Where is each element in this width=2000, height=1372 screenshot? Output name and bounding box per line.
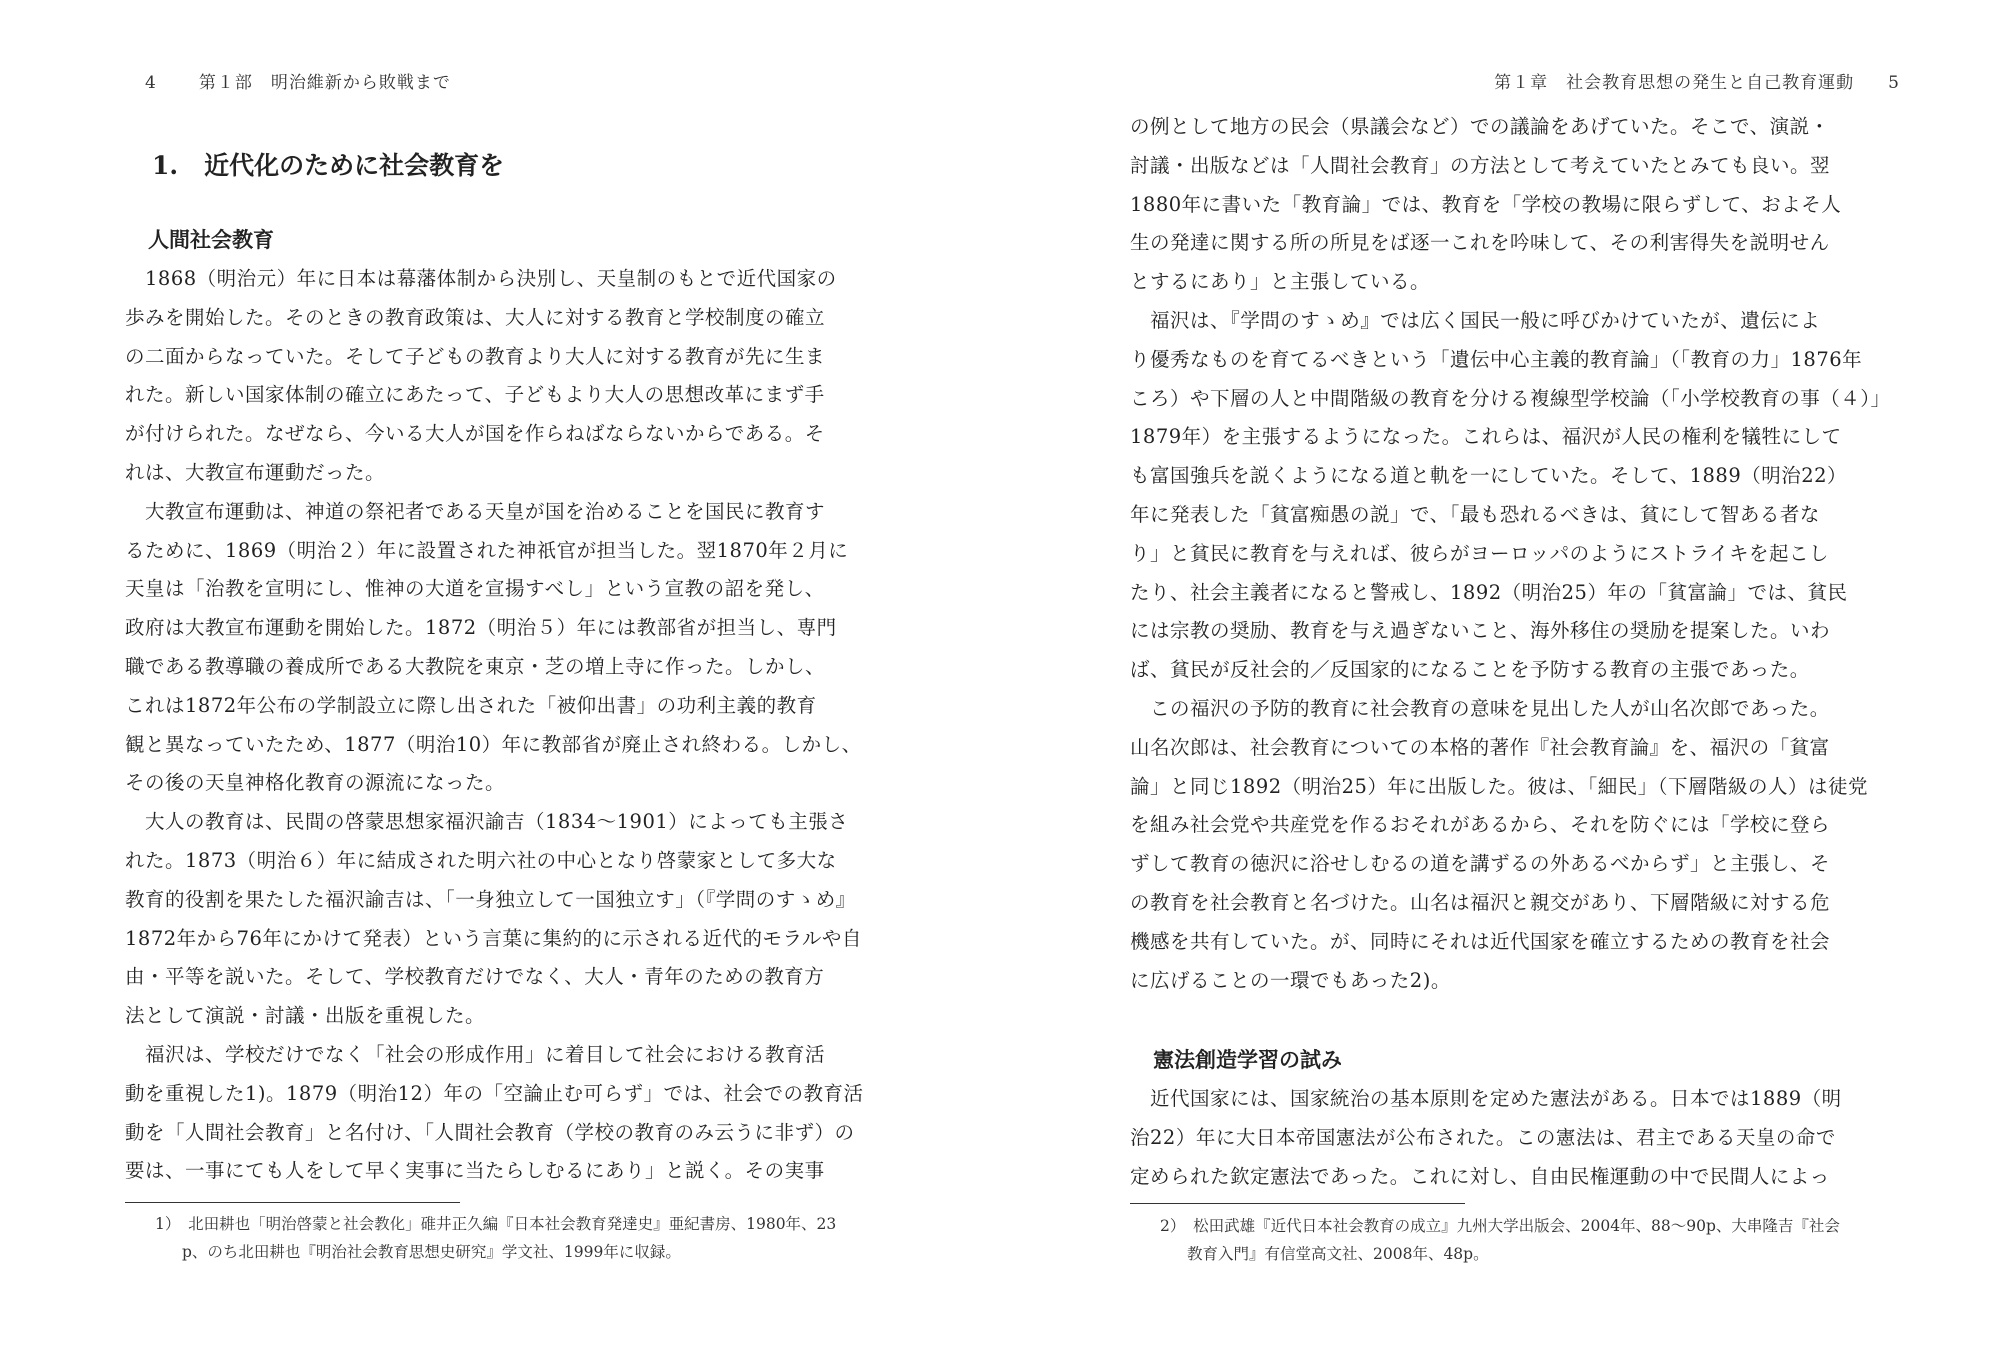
text-line: 教育的役割を果たした福沢諭吉は、「一身独立して一国独立す」（『学問のすゝめ』 [125,887,856,911]
footnote-line: p、のち北田耕也『明治社会教育思想史研究』学文社、1999年に収録。 [182,1243,681,1261]
text-line: り優秀なものを育てるべきという「遺伝中心主義的教育論」（「教育の力」1876年 [1130,347,1863,371]
text-line: れは、大教宣布運動だった。 [125,460,386,484]
text-line: 討議・出版などは「人間社会教育」の方法として考えていたとみても良い。翌 [1130,153,1831,177]
text-line: り」と貧民に教育を与えれば、彼らがヨーロッパのようにストライキを起こし [1130,541,1830,565]
right-page-content [1130,108,1900,1197]
text-line: るために、1869（明治２）年に設置された神祇官が担当した。翌1870年２月に [125,538,849,562]
text-line: 動を重視した1)。1879（明治12）年の「空論止む可らず」では、社会での教育活 [125,1081,864,1105]
text-line: を組み社会党や共産党を作るおそれがあるから、それを防ぐには「学校に登ら [1130,813,1831,837]
text-line: 定められた欽定憲法であった。これに対し、自由民権運動の中で民間人によっ [1130,1164,1830,1188]
left-running-head [125,68,910,93]
text-line: 1868（明治元）年に日本は幕藩体制から決別し、天皇制のもとで近代国家の [145,267,837,290]
left-running-head-text: 第１部 明治維新から敗戦まで [198,73,451,93]
text-line: 福沢は、学校だけでなく「社会の形成作用」に着目して社会における教育活 [145,1042,826,1066]
text-line: 由・平等を説いた。そして、学校教育だけでなく、大人・青年のための教育方 [125,965,825,989]
text-line: の教育を社会教育と名づけた。山名は福沢と親交があり、下層階級に対する危 [1130,890,1831,914]
right-running-head [1130,68,1900,93]
text-line: ころ）や下層の人と中間階級の教育を分ける複線型学校論（「小学校教育の事（４）」 [1130,386,1891,410]
text-line: も富国強兵を説くようになる道と軌を一にしていた。そして、1889（明治22） [1130,464,1848,488]
right-body-text [1130,108,1900,1000]
text-line: その後の天皇神格化教育の源流になった。 [125,771,506,795]
section-title-kenpo-sozo: 憲法創造学習の試み [1153,1047,1342,1073]
right-body-text-after [1130,1080,1900,1196]
chapter-title [152,148,910,220]
text-line: 職である教導職の養成所である大教院を東京・芝の増上寺に作った。しかし、 [125,654,826,678]
text-line: 治22）年に大日本帝国憲法が公布された。この憲法は、君主である天皇の命で [1130,1126,1836,1150]
text-line: 年に発表した「貧富痴愚の説」で、「最も恐れるべきは、貧にして智ある者な [1130,502,1820,526]
text-line: 1872年から76年にかけて発表）という言葉に集約的に示される近代的モラルや自 [125,926,862,950]
text-line: が付けられた。なぜなら、今いる大人が国を作らねばならないからである。そ [125,422,825,446]
section-gap [1130,1000,1900,1040]
text-line: の二面からなっていた。そして子どもの教育より大人に対する教育が先に生ま [125,344,826,368]
text-line: れた。新しい国家体制の確立にあたって、子どもより大人の思想改革にまず手 [125,383,825,407]
text-line: に広げることの一環でもあった2)。 [1130,968,1451,992]
text-line: 政府は大教宣布運動を開始した。1872（明治５）年には教部省が担当し、専門 [125,616,837,640]
left-footnote-rule [125,1202,460,1203]
text-line: 天皇は「治教を宣明にし、惟神の大道を宣揚すべし」という宣教の詔を発し、 [125,577,825,601]
text-line: 要は、一事にても人をして早く実事に当たらしむるにあり」と説く。その実事 [125,1159,825,1183]
text-line: 1880年に書いた「教育論」では、教育を「学校の教場に限らずして、およそ人 [1130,192,1842,216]
left-page [125,0,910,1372]
text-line: これは1872年公布の学制設立に際し出された「被仰出書」の功利主義的教育 [125,693,817,717]
text-line: 福沢は、『学問のすゝめ』では広く国民一般に呼びかけていたが、遺伝によ [1150,308,1821,332]
left-footnotes [125,1210,910,1266]
text-line: とするにあり」と主張している。 [1130,270,1431,294]
left-page-number: 4 [145,73,157,93]
section-title-ningen-shakai-kyoiku: 人間社会教育 [148,227,274,252]
right-page [1130,0,1900,1372]
left-body-text [125,260,910,1191]
text-line: ば、貧民が反社会的／反国家的になることを予防する教育の主張であった。 [1130,658,1810,682]
text-line: 山名次郎は、社会教育についての本格的著作『社会教育論』を、福沢の「貧富 [1130,735,1830,759]
text-line: 大教宣布運動は、神道の祭祀者である天皇が国を治めることを国民に教育す [145,499,826,523]
text-line: 近代国家には、国家統治の基本原則を定めた憲法がある。日本では1889（明 [1150,1087,1842,1111]
text-line: れた。1873（明治６）年に結成された明六社の中心となり啓蒙家として多大な [125,848,837,872]
right-footnote-rule [1130,1203,1465,1204]
text-line: には宗教の奨励、教育を与え過ぎないこと、海外移住の奨励を提案した。いわ [1130,619,1831,643]
text-line: 法として演説・討議・出版を重視した。 [125,1004,486,1028]
chapter-title-text: 近代化のために社会教育を [204,151,505,180]
text-line: 生の発達に関する所の所見をば逐一これを吟味して、その利害得失を説明せん [1130,231,1830,255]
footnote-line: 1） 北田耕也「明治啓蒙と社会教化」碓井正久編『日本社会教育発達史』亜紀書房、1980年、23 [155,1215,837,1233]
text-line: の例として地方の民会（県議会など）での議論をあげていた。そこで、演説・ [1130,115,1830,138]
chapter-number: 1. [152,151,179,180]
right-page-number: 5 [1888,73,1900,93]
footnote-line: 教育入門』有信堂高文社、2008年、48p。 [1187,1245,1489,1263]
footnote-line: 2） 松田武雄『近代日本社会教育の成立』九州大学出版会、2004年、88〜90p、大串隆吉『社会 [1160,1217,1840,1235]
text-line: たり、社会主義者になると警戒し、1892（明治25）年の「貧富論」では、貧民 [1130,580,1848,604]
text-line: ずして教育の徳沢に浴せしむるの道を講ずるの外あるべからず」と主張し、そ [1130,852,1831,876]
right-running-head-text: 第１章 社会教育思想の発生と自己教育運動 [1494,73,1855,93]
text-line: 大人の教育は、民間の啓蒙思想家福沢諭吉（1834〜1901）によっても主張さ [145,810,849,834]
text-line: 機感を共有していた。が、同時にそれは近代国家を確立するための教育を社会 [1130,929,1831,953]
text-line: 1879年）を主張するようになった。これらは、福沢が人民の権利を犠牲にして [1130,425,1842,449]
text-line: 観と異なっていたため、1877（明治10）年に教部省が廃止され終わる。しかし、 [125,732,862,756]
text-line: 動を「人間社会教育」と名付け、「人間社会教育（学校の教育のみ云うに非ず）の [125,1120,855,1144]
right-footnotes [1130,1212,1900,1268]
text-line: 論」と同じ1892（明治25）年に出版した。彼は、「細民」（下層階級の人）は徒党 [1130,774,1868,798]
text-line: この福沢の予防的教育に社会教育の意味を見出した人が山名次郎であった。 [1150,696,1830,720]
text-line: 歩みを開始した。そのときの教育政策は、大人に対する教育と学校制度の確立 [125,305,826,329]
left-page-content [125,148,910,1191]
